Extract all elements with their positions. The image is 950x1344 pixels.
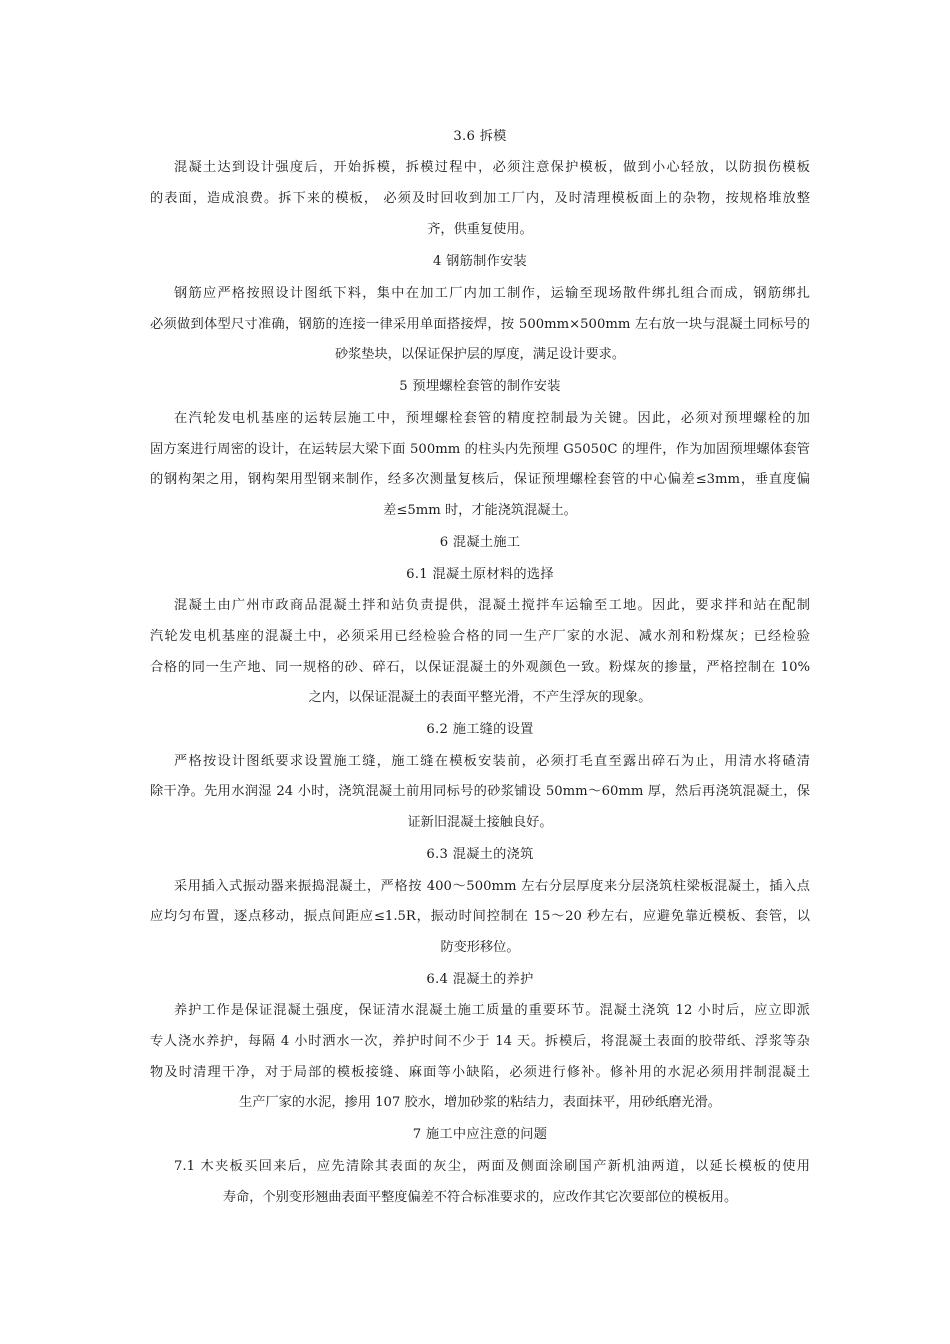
paragraph-line: 在汽轮发电机基座的运转层施工中，预埋螺栓套管的精度控制最为关键。因此，必须对预埋螺栓的加 bbox=[174, 411, 810, 426]
paragraph-line: 混凝土达到设计强度后，开始拆模，拆模过程中，必须注意保护模板，做到小心轻放，以防损伤模板 bbox=[174, 160, 810, 175]
paragraph-line: 7.1 木夹板买回来后，应先清除其表面的灰尘，两面及侧面涂刷国产新机油两道，以延长模板的使用 bbox=[174, 1159, 810, 1174]
paragraph-line: 的钢构架之用，钢构架用型钢来制作，经多次测量复核后，保证预埋螺栓套管的中心偏差≤3mm，垂直度偏 bbox=[150, 472, 810, 487]
heading-6-3: 6.3 混凝土的浇筑 bbox=[426, 847, 534, 862]
paragraph-line: 的表面，造成浪费。拆下来的模板， 必须及时回收到加工厂内，及时清理模板面上的杂物，按规格堆放整 bbox=[150, 191, 810, 206]
heading-6-1: 6.1 混凝土原材料的选择 bbox=[406, 567, 554, 582]
paragraph-line: 应均匀布置，逐点移动，振点间距应≤1.5R，振动时间控制在 15～20 秒左右，应避免靠近模板、套管，以 bbox=[150, 909, 810, 924]
paragraph-line: 采用插入式振动器来振捣混凝土，严格按 400～500mm 左右分层厚度来分层浇筑柱梁板混凝土，插入点 bbox=[174, 879, 810, 894]
paragraph-line: 砂浆垫块，以保证保护层的厚度，满足设计要求。 bbox=[334, 347, 626, 362]
heading-6: 6 混凝土施工 bbox=[439, 535, 521, 550]
paragraph-line: 之内，以保证混凝土的表面平整光滑，不产生浮灰的现象。 bbox=[308, 690, 652, 705]
paragraph-line: 专人浇水养护，每隔 4 小时洒水一次，养护时间不少于 14 天。拆模后，将混凝土表面的胶带纸、浮浆等杂 bbox=[150, 1034, 810, 1049]
paragraph-line: 寿命，个别变形翘曲表面平整度偏差不符合标准要求的，应改作其它次要部位的模板用。 bbox=[222, 1190, 738, 1205]
heading-5: 5 预埋螺栓套管的制作安装 bbox=[399, 379, 561, 394]
paragraph-line: 差≤5mm 时，才能浇筑混凝土。 bbox=[383, 503, 577, 518]
paragraph-line: 必须做到体型尺寸准确，钢筋的连接一律采用单面搭接焊，按 500mm×500mm 左右放一块与混凝土同标号的 bbox=[150, 317, 810, 332]
paragraph-line: 齐，供重复使用。 bbox=[427, 222, 533, 237]
heading-6-2: 6.2 施工缝的设置 bbox=[426, 722, 534, 737]
paragraph-line: 物及时清理干净，对于局部的模板接缝、麻面等小缺陷，必须进行修补。修补用的水泥必须用拌制混凝土 bbox=[150, 1065, 810, 1080]
paragraph-line: 防变形移位。 bbox=[440, 940, 520, 955]
paragraph-line: 钢筋应严格按照设计图纸下料，集中在加工厂内加工制作，运输至现场散件绑扎组合而成，钢筋绑扎 bbox=[174, 286, 810, 301]
paragraph-line: 除干净。先用水润湿 24 小时，浇筑混凝土前用同标号的砂浆铺设 50mm～60mm 厚，然后再浇筑混凝土，保 bbox=[150, 784, 810, 799]
paragraph-line: 汽轮发电机基座的混凝土中，必须采用已经检验合格的同一生产厂家的水泥、减水剂和粉煤灰；已经检验 bbox=[150, 629, 810, 644]
paragraph-line: 合格的同一生产地、同一规格的砂、碎石，以保证混凝土的外观颜色一致。粉煤灰的掺量，严格控制在 10% bbox=[150, 660, 810, 675]
paragraph-line: 严格按设计图纸要求设置施工缝，施工缝在模板安装前，必须打毛直至露出碎石为止，用清水将碴清 bbox=[174, 754, 810, 769]
paragraph-line: 混凝土由广州市政商品混凝土拌和站负责提供，混凝土搅拌车运输至工地。因此，要求拌和站在配制 bbox=[174, 598, 810, 613]
paragraph-line: 生产厂家的水泥，掺用 107 胶水，增加砂浆的粘结力，表面抹平，用砂纸磨光滑。 bbox=[239, 1095, 721, 1110]
heading-4: 4 钢筋制作安装 bbox=[432, 254, 528, 269]
heading-7: 7 施工中应注意的问题 bbox=[412, 1127, 548, 1142]
paragraph-line: 养护工作是保证混凝土强度，保证清水混凝土施工质量的重要环节。混凝土浇筑 12 小时后，应立即派 bbox=[174, 1003, 810, 1018]
heading-6-4: 6.4 混凝土的养护 bbox=[426, 972, 534, 987]
paragraph-line: 证新旧混凝土接触良好。 bbox=[407, 815, 553, 830]
heading-3-6: 3.6 拆模 bbox=[453, 129, 507, 144]
paragraph-line: 固方案进行周密的设计，在运转层大梁下面 500mm 的柱头内先预埋 G5050C 的埋件，作为加固预埋螺体套管 bbox=[150, 442, 810, 457]
